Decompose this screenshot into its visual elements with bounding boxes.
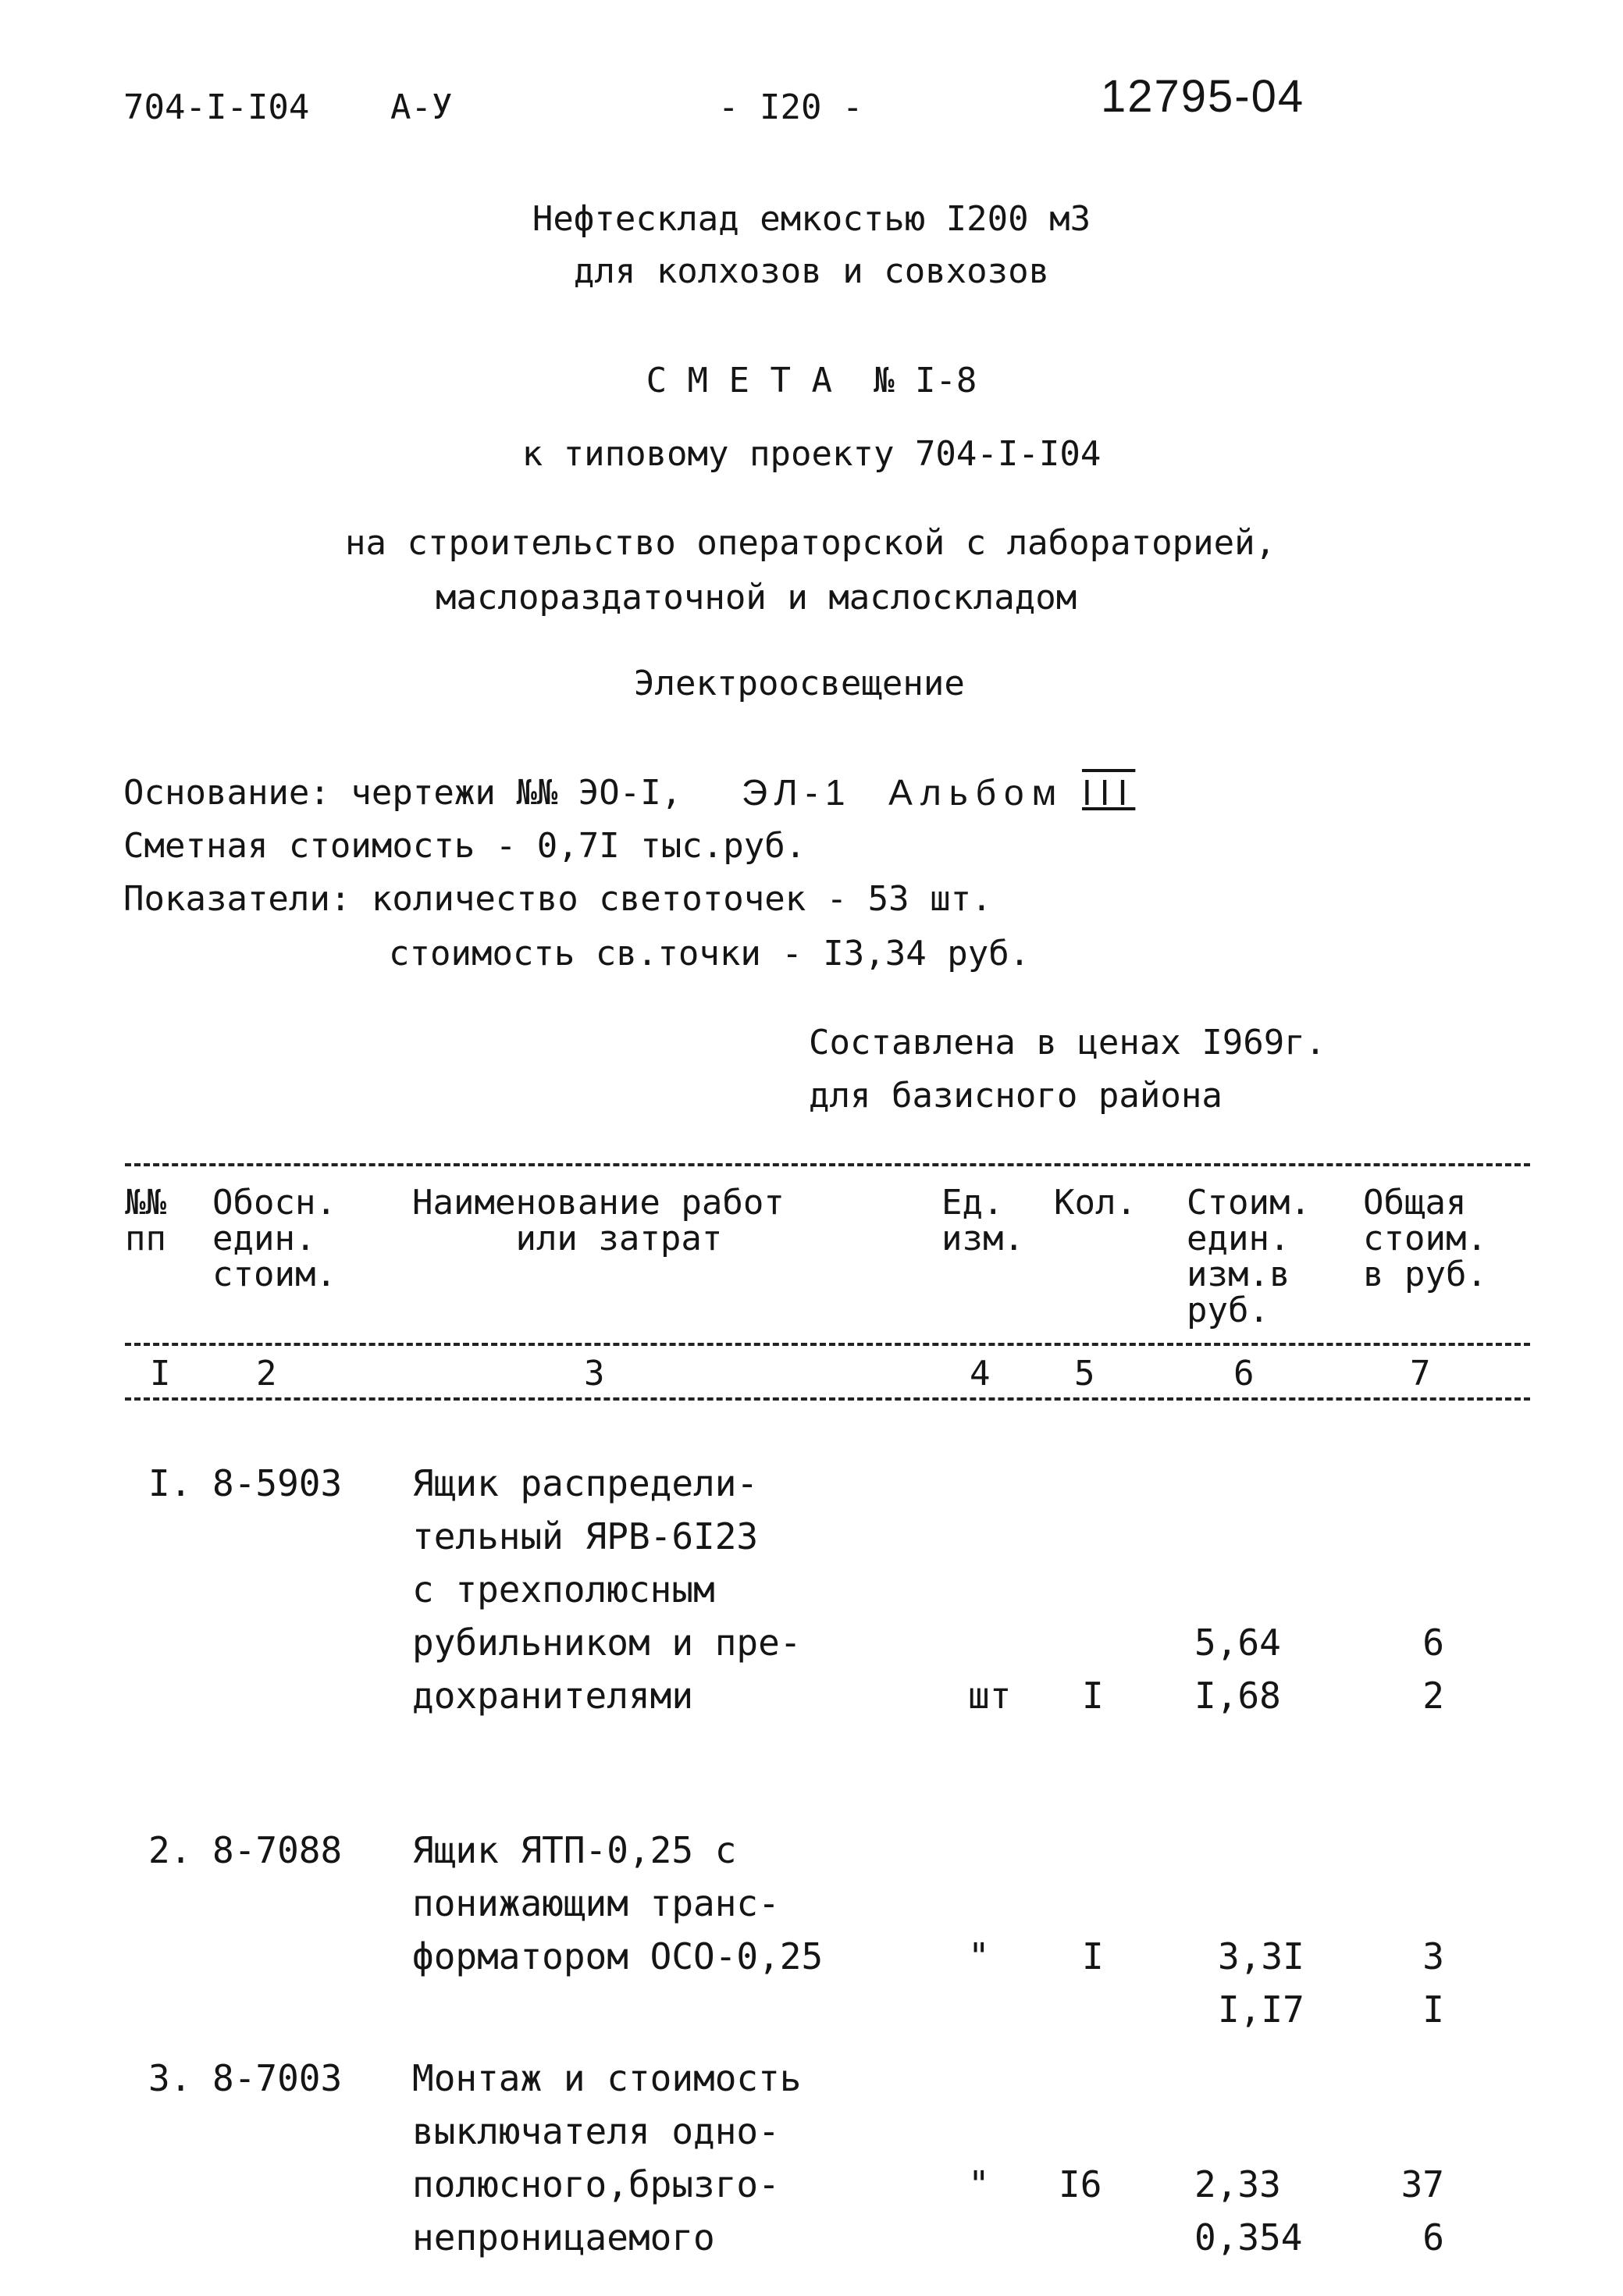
title-line2: для колхозов и совхозов (573, 251, 1050, 291)
row-unit: шт (968, 1675, 1012, 1717)
doc-code: 704-I-I04 (123, 87, 310, 127)
indicators-line2: стоимость св.точки - I3,34 руб. (389, 934, 1030, 974)
row-total: 6 2 (1422, 1621, 1444, 1717)
indicators-line1: Показатели: количество светоточек - 53 шт. (123, 879, 992, 919)
row-name: Ящик ЯТП-0,25 с понижающим транс- форматором ОСО-0,25 (412, 1829, 824, 1977)
colnum-4: 4 (970, 1354, 991, 1394)
row-number: 2. (148, 1829, 192, 1871)
row-total: 3 I (1422, 1935, 1444, 2031)
row-qty: I6 (1059, 2163, 1102, 2205)
table-top-rule (125, 1163, 1530, 1166)
prices-line2: для базисного района (809, 1076, 1223, 1116)
purpose-line2: маслораздаточной и маслоскладом (436, 578, 1077, 618)
colnum-5: 5 (1074, 1354, 1095, 1394)
row-unit: " (968, 1935, 990, 1977)
archive-number: 12795-04 (1101, 71, 1305, 122)
row-name: Ящик распредели- тельный ЯРВ-6I23 с трехполюсным рубильником и пре- дохранителями (412, 1462, 802, 1717)
row-code: 8-7003 (212, 2057, 343, 2099)
title-line1: Нефтесклад емкостью I200 м3 (532, 199, 1091, 239)
subject-title: Электроосвещение (634, 664, 965, 703)
header-col-name: Наименование работ или затрат (412, 1183, 785, 1258)
project-line: к типовому проекту 704-I-I04 (521, 434, 1102, 474)
header-col-total: Общая стоим. в руб. (1363, 1183, 1487, 1294)
row-unit-cost: 2,33 0,354 (1194, 2163, 1303, 2259)
row-unit: " (968, 2163, 990, 2205)
row-code: 8-5903 (212, 1462, 343, 1504)
row-qty: I (1082, 1935, 1104, 1977)
table-header-rule (125, 1343, 1530, 1346)
row-unit-cost: 5,64 I,68 (1194, 1621, 1281, 1717)
row-code: 8-7088 (212, 1829, 343, 1871)
cost-line: Сметная стоимость - 0,7I тыс.руб. (123, 826, 806, 866)
section-code: А-У (390, 87, 453, 127)
row-qty: I (1082, 1675, 1104, 1717)
smeta-title: С М Е Т А № I-8 (646, 361, 977, 400)
row-name: Монтаж и стоимость выключателя одно- полюсного,брызго- непроницаемого (412, 2057, 802, 2259)
purpose-line1: на строительство операторской с лабораторией, (345, 523, 1276, 563)
prices-line1: Составлена в ценах I969г. (809, 1023, 1326, 1063)
basis-line: Основание: чертежи №№ ЭО-I, (123, 773, 682, 813)
header-col-unit: Ед. изм. (941, 1183, 1024, 1258)
header-col-unit-cost: Стоим. един. изм.в руб. (1187, 1183, 1311, 1330)
basis-handwritten (742, 771, 1135, 813)
colnum-2: 2 (256, 1354, 277, 1394)
header-col-basis: Обосн. един. стоим. (212, 1183, 336, 1294)
table-colnum-rule (125, 1397, 1530, 1401)
colnum-6: 6 (1233, 1354, 1255, 1394)
basis-handwritten-text: ЭЛ-1 Альбом (742, 772, 1065, 813)
row-number: 3. (148, 2057, 192, 2099)
basis-handwritten-roman: III (1082, 772, 1136, 813)
header-col-no: №№ пп (125, 1183, 166, 1258)
page-number: - I20 - (718, 87, 863, 127)
colnum-3: 3 (584, 1354, 605, 1394)
header-col-qty: Кол. (1054, 1183, 1137, 1223)
row-total: 37 6 (1401, 2163, 1444, 2259)
row-unit-cost: 3,3I I,I7 (1218, 1935, 1304, 2031)
row-number: I. (148, 1462, 192, 1504)
colnum-1: I (150, 1354, 171, 1394)
colnum-7: 7 (1410, 1354, 1431, 1394)
